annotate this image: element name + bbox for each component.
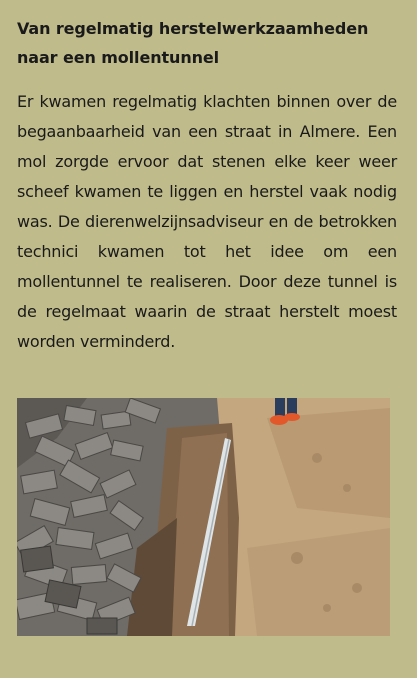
trench-photo	[17, 398, 390, 636]
trench-photo-illustration	[17, 398, 390, 636]
article-body: Er kwamen regelmatig klachten binnen over de begaanbaarheid van een straat in Almere. Een mol zorgde ervoor dat stenen elke keer weer scheef kwamen te liggen en herstel vaak nodig was. De dierenwelzijnsadviseur en de betrokken technici kwamen tot het idee om een mollentunnel te realiseren. Door deze tunnel is de regelmaat waarin de straat herstelt moest worden verminderd.	[17, 92, 397, 351]
article-title: Van regelmatig herstelwerkzaamheden naar een mollentunnel	[17, 19, 369, 67]
